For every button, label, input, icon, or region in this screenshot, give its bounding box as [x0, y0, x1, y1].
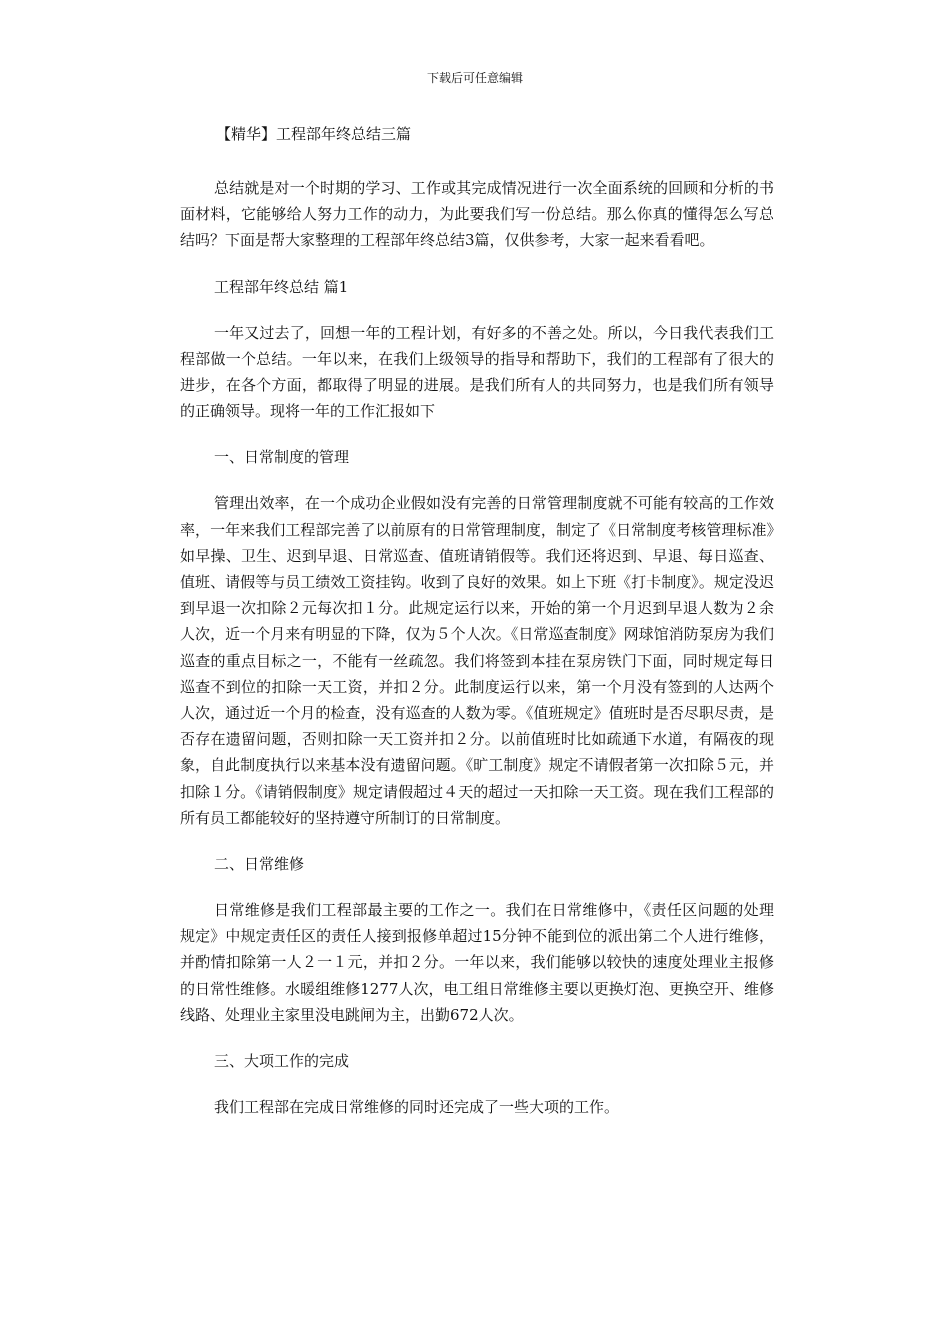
paragraph-major-work: 我们工程部在完成日常维修的同时还完成了一些大项的工作。 [214, 1098, 620, 1117]
heading-daily-management: 一、日常制度的管理 [214, 448, 350, 467]
paragraph-opening: 一年又过去了，回想一年的工程计划，有好多的不善之处。所以，今日我代表我们工程部做一个总结。一年以来，在我们上级领导的指导和帮助下，我们的工程部有了很大的进步，在各个方面，都取得了明显的进展。是我们所有人的共同努力，也是我们所有领导的正确领导。现将一年的工作汇报如下 [180, 323, 774, 421]
section-title: 工程部年终总结 篇1 [214, 277, 349, 296]
heading-daily-maintenance: 二、日常维修 [214, 855, 305, 874]
document-body [180, 121, 774, 1120]
intro-paragraph: 总结就是对一个时期的学习、工作或其完成情况进行一次全面系统的回顾和分析的书面材料，它能够给人努力工作的动力，为此要我们写一份总结。那么你真的懂得怎么写总结吗？下面是帮大家整理的工程部年终总结3篇，仅供参考，大家一起来看看吧。 [180, 179, 774, 250]
heading-major-work: 三、大项工作的完成 [214, 1052, 350, 1071]
document-title: 【精华】工程部年终总结三篇 [216, 125, 412, 143]
paragraph-daily-maintenance: 日常维修是我们工程部最主要的工作之一。我们在日常维修中，《责任区问题的处理规定》中规定责任区的责任人接到报修单超过15分钟不能到位的派出第二个人进行维修，并酌情扣除第一人２一１元，并扣２分。一年以来，我们能够以较快的速度处理业主报修的日常性维修。水暖组维修1277人次，电工组日常维修主要以更换灯泡、更换空开、维修线路、处理业主家里没电跳闸为主，出勤672人次。 [180, 901, 774, 1024]
header-note: 下载后可任意编辑 [426, 71, 523, 85]
paragraph-daily-management: 管理出效率，在一个成功企业假如没有完善的日常管理制度就不可能有较高的工作效率，一年来我们工程部完善了以前原有的日常管理制度，制定了《日常制度考核管理标准》如早操、卫生、迟到早退、日常巡查、值班请销假等。我们还将迟到、早退、每日巡查、值班、请假等与员工绩效工资挂钩。收到了良好的效果。如上下班《打卡制度》。规定没迟到早退一次扣除２元每次扣１分。此规定运行以来，开始的第一个月迟到早退人数为２余人次，近一个月来有明显的下降，仅为５个人次。《日常巡查制度》网球馆消防泵房为我们巡查的重点目标之一，不能有一丝疏忽。我们将签到本挂在泵房铁门下面，同时规定每日巡查不到位的扣除一天工资，并扣２分。此制度运行以来，第一个月没有签到的人达两个人次，通过近一个月的检查，没有巡查的人数为零。《值班规定》值班时是否尽职尽责，是否存在遗留问题，否则扣除一天工资并扣２分。以前值班时比如疏通下水道，有隔夜的现象，自此制度执行以来基本没有遗留问题。《旷工制度》规定不请假者第一次扣除５元，并扣除１分。《请销假制度》规定请假超过４天的超过一天扣除一天工资。现在我们工程部的所有员工都能较好的坚持遵守所制订的日常制度。 [180, 494, 774, 827]
